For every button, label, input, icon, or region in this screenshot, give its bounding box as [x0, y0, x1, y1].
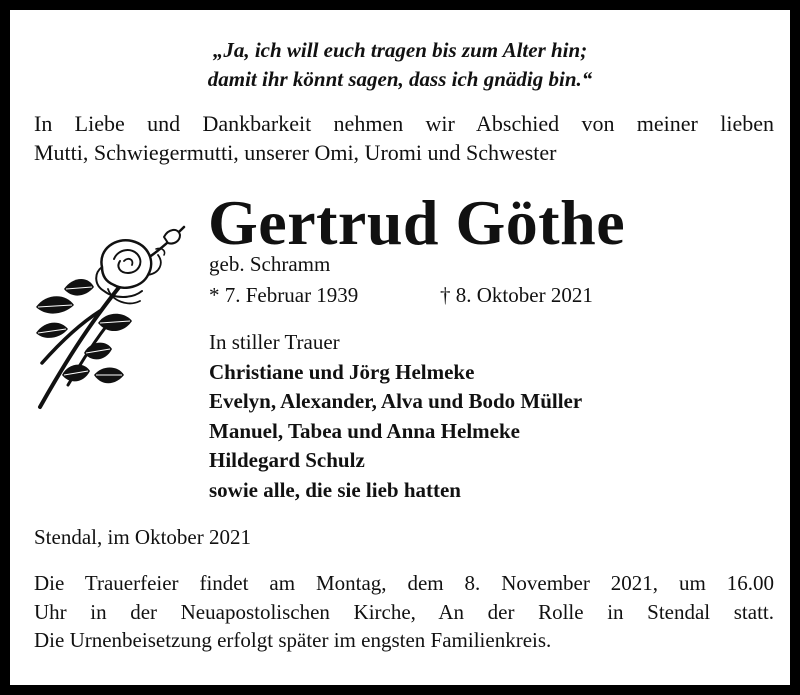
mourner-line: Hildegard Schulz — [209, 448, 365, 472]
obituary-card — [10, 10, 790, 685]
quote-line-1: „Ja, ich will euch tragen bis zum Alter hin; — [212, 38, 588, 62]
intro-line-1: In Liebe und Dankbarkeit nehmen wir Abschied von meiner lieben — [34, 111, 774, 136]
mourners-heading: In stiller Trauer — [209, 330, 340, 354]
mourner-line: Christiane und Jörg Helmeke — [209, 359, 475, 384]
funeral-line-3: Die Urnenbeisetzung erfolgt später im engsten Familienkreis. — [34, 628, 552, 652]
mourner-line: sowie alle, die sie lieb hatten — [209, 477, 461, 502]
intro-line-2: Mutti, Schwiegermutti, unserer Omi, Uromi und Schwester — [34, 140, 557, 165]
intro-text — [34, 109, 774, 167]
birth-date: * 7. Februar 1939 — [209, 283, 359, 307]
rose-icon — [28, 215, 188, 415]
bible-quote — [10, 36, 790, 94]
funeral-line-1: Die Trauerfeier findet am Montag, dem 8. November 2021, um 16.00 — [34, 571, 774, 595]
deceased-name: Gertrud Göthe — [208, 187, 626, 258]
birth-name: geb. Schramm — [209, 252, 331, 276]
funeral-info — [34, 569, 774, 655]
life-dates — [209, 281, 593, 309]
mourner-line: Manuel, Tabea und Anna Helmeke — [209, 418, 520, 443]
place-date: Stendal, im Oktober 2021 — [34, 525, 251, 549]
death-date: † 8. Oktober 2021 — [440, 283, 593, 307]
mourner-line: Evelyn, Alexander, Alva und Bodo Müller — [209, 389, 583, 413]
quote-line-2: damit ihr könnt sagen, dass ich gnädig bin.“ — [207, 67, 593, 91]
mourners-block — [209, 328, 582, 505]
funeral-line-2: Uhr in der Neuapostolischen Kirche, An der Rolle in Stendal statt. — [34, 599, 774, 624]
